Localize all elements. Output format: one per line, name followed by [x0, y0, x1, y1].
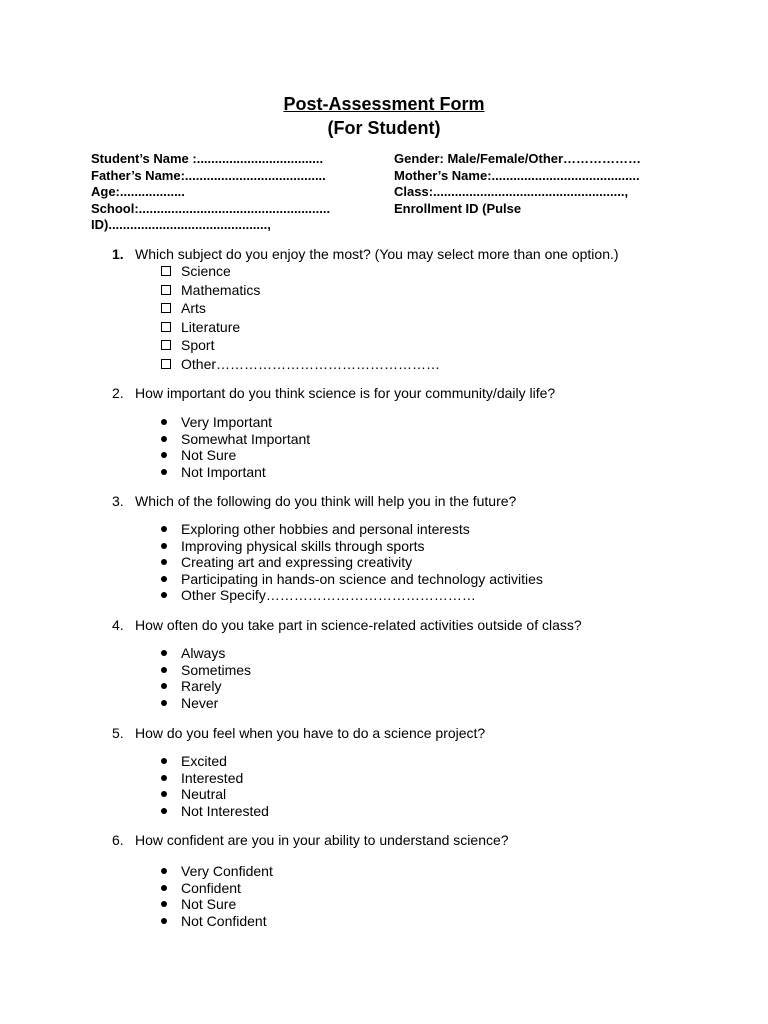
question-number: 1.: [112, 246, 124, 262]
enrollment-id-field: Enrollment ID (Pulse: [394, 200, 522, 216]
bullet-icon: [161, 526, 167, 532]
bullet-icon: [161, 452, 167, 458]
bullet-icon: [161, 559, 167, 565]
question-text: How important do you think science is for your community/daily life?: [135, 385, 556, 401]
question-number: 6.: [112, 832, 124, 848]
bullet-icon: [161, 576, 167, 582]
question-text: How confident are you in your ability to understand science?: [135, 832, 509, 848]
school-field: School:.....................................................: [91, 200, 331, 216]
question-text: How often do you take part in science-related activities outside of class?: [135, 617, 582, 633]
form-subtitle: (For Student): [327, 118, 441, 138]
checkbox-icon[interactable]: [161, 303, 171, 313]
student-name-field: Student’s Name :...................................: [91, 151, 324, 166]
checkbox-icon[interactable]: [161, 359, 171, 369]
question-number: 2.: [112, 385, 124, 401]
bullet-icon: [161, 436, 167, 442]
checkbox-icon[interactable]: [161, 322, 171, 332]
question-text: Which subject do you enjoy the most? (You may select more than one option.): [135, 246, 619, 262]
gender-field: Gender: Male/Female/Other………………: [394, 151, 642, 166]
bullet-icon: [161, 868, 167, 874]
bullet-icon: [161, 683, 167, 689]
bullet-icon: [161, 592, 167, 598]
bullet-icon: [161, 901, 167, 907]
question-2: [112, 384, 555, 402]
bullet-icon: [161, 918, 167, 924]
class-field: Class:.....................................................,: [394, 184, 629, 199]
checkbox-icon[interactable]: [161, 340, 171, 350]
question-5: [112, 724, 485, 742]
bullet-icon: [161, 885, 167, 891]
bullet-icon: [161, 808, 167, 814]
question-number: 5.: [112, 725, 124, 741]
bullet-icon: [161, 543, 167, 549]
student-info-right: [394, 151, 641, 217]
question-1: [112, 245, 619, 263]
bullet-icon: [161, 758, 167, 764]
question-6: [112, 831, 509, 849]
bullet-icon: [161, 775, 167, 781]
bullet-icon: [161, 791, 167, 797]
bullet-icon: [161, 667, 167, 673]
age-field: Age:..................: [91, 184, 185, 199]
question-3: [112, 492, 516, 510]
bullet-icon: [161, 419, 167, 425]
father-name-field: Father’s Name:.......................................: [91, 167, 326, 183]
bullet-icon: [161, 700, 167, 706]
question-text: Which of the following do you think will help you in the future?: [135, 493, 517, 509]
checkbox-icon[interactable]: [161, 285, 171, 295]
bullet-icon: [161, 650, 167, 656]
bullet-icon: [161, 469, 167, 475]
id-field: ID)............................................,: [91, 217, 271, 232]
question-number: 3.: [112, 493, 124, 509]
checkbox-icon[interactable]: [161, 266, 171, 276]
student-info-left: [91, 151, 330, 234]
question-number: 4.: [112, 617, 124, 633]
mother-name-field: Mother’s Name:.........................................: [394, 167, 640, 183]
question-text: How do you feel when you have to do a science project?: [135, 725, 486, 741]
form-title: Post-Assessment Form: [283, 94, 485, 114]
question-4: [112, 616, 582, 634]
